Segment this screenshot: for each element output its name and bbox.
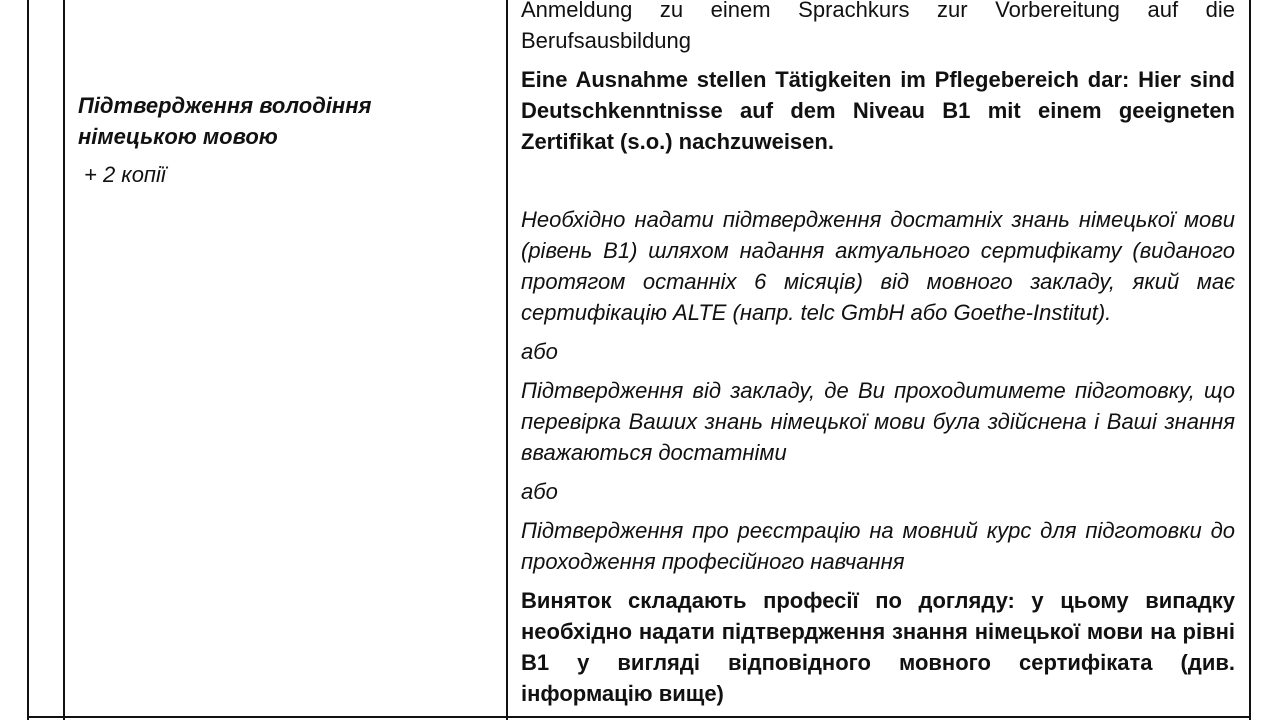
requirement-label-cell [78,90,488,190]
german-exception-text: Eine Ausnahme stellen Tätigkeiten im Pflegebereich dar: Hier sind Deutschkenntnisse auf dem Niveau B1 mit einem geeigneten Zertifikat (s.o.) nachzuweisen. [521,67,1235,154]
table-border-bottom [27,716,1251,718]
copies-note: + 2 копії [84,162,166,187]
table-border-left-inner [63,0,65,720]
spacer [521,157,1235,204]
table-border-left-outer [27,0,29,720]
german-registration-text [521,0,1235,56]
ukrainian-institution-text: Підтвердження від закладу, де Ви проходитимете підготовку, що перевірка Ваших знань німецької мови була здійснена і Ваші знання вважаються достатніми [521,378,1235,465]
ukrainian-registration-text: Підтвердження про реєстрацію на мовний курс для підготовки до проходження професійного навчання [521,518,1235,574]
german-registration-line1: Anmeldung zu einem Sprachkurs zur Vorbereitung auf die [521,0,1235,22]
ukrainian-exception-text: Виняток складають професії по догляду: у цьому випадку необхідно надати підтвердження знання німецької мови на рівні B1 у вигляді відповідного мовного сертифіката (див. інформацію вище) [521,588,1235,706]
or-separator-2: або [521,479,558,504]
table-column-divider [506,0,508,720]
requirement-title-line1: Підтвердження володіння [78,93,372,118]
requirement-title [78,90,488,152]
requirement-description-cell [521,0,1235,709]
or-separator-1: або [521,339,558,364]
table-border-right [1249,0,1251,720]
german-registration-line2: Berufsausbildung [521,28,692,53]
ukrainian-certificate-text: Необхідно надати підтвердження достатніх знань німецької мови (рівень B1) шляхом надання актуального сертифікату (виданого протягом останніх 6 місяців) від мовного закладу, який має сертифікацію ALTE (напр. telc GmbH або Goethe-Institut). [521,207,1235,325]
requirement-title-line2: німецькою мовою [78,124,278,149]
